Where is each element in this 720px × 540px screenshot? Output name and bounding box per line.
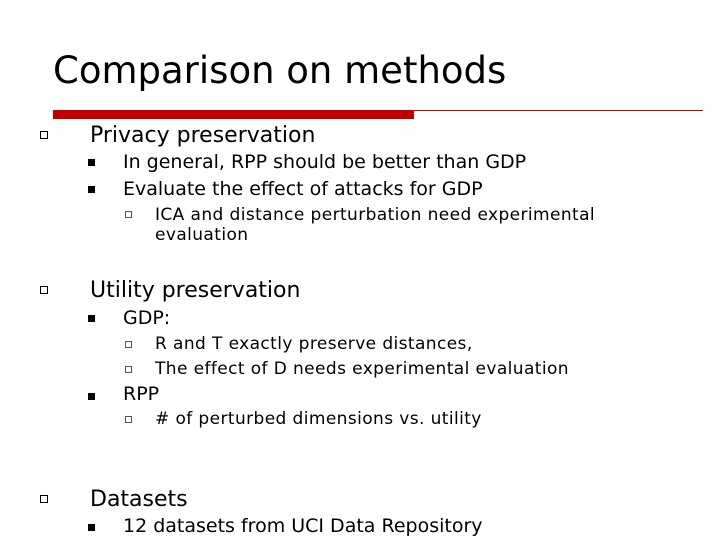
sub-bullet-point: R and T exactly preserve distances, <box>155 334 473 354</box>
square-bullet-icon <box>88 159 95 166</box>
square-bullet-icon <box>88 393 95 400</box>
sub-bullet-point: ICA and distance perturbation need experimental <box>155 205 596 225</box>
sub-bullet-point: The effect of D needs experimental evaluation <box>155 359 569 379</box>
slide-title: Comparison on methods <box>53 49 507 92</box>
section-heading-utility: Utility preservation <box>90 278 301 303</box>
square-bullet-icon <box>40 131 48 139</box>
sub-bullet-point-continuation: evaluation <box>155 225 249 245</box>
square-bullet-icon <box>88 524 95 531</box>
square-bullet-icon <box>40 495 48 503</box>
square-bullet-icon <box>125 366 132 373</box>
square-bullet-icon <box>125 341 132 348</box>
bullet-point: In general, RPP should be better than GDP <box>123 151 527 173</box>
square-bullet-icon <box>40 286 48 294</box>
section-heading-datasets: Datasets <box>90 487 188 512</box>
sub-bullet-point: # of perturbed dimensions vs. utility <box>155 409 482 429</box>
bullet-point: Evaluate the effect of attacks for GDP <box>123 178 483 200</box>
section-heading-privacy: Privacy preservation <box>90 123 316 148</box>
bullet-point: GDP: <box>123 307 171 329</box>
square-bullet-icon <box>88 186 95 193</box>
title-accent-bar <box>53 111 414 119</box>
square-bullet-icon <box>125 211 132 218</box>
square-bullet-icon <box>88 315 95 322</box>
square-bullet-icon <box>125 416 132 423</box>
bullet-point: 12 datasets from UCI Data Repository <box>123 515 483 537</box>
bullet-point: RPP <box>123 383 160 405</box>
